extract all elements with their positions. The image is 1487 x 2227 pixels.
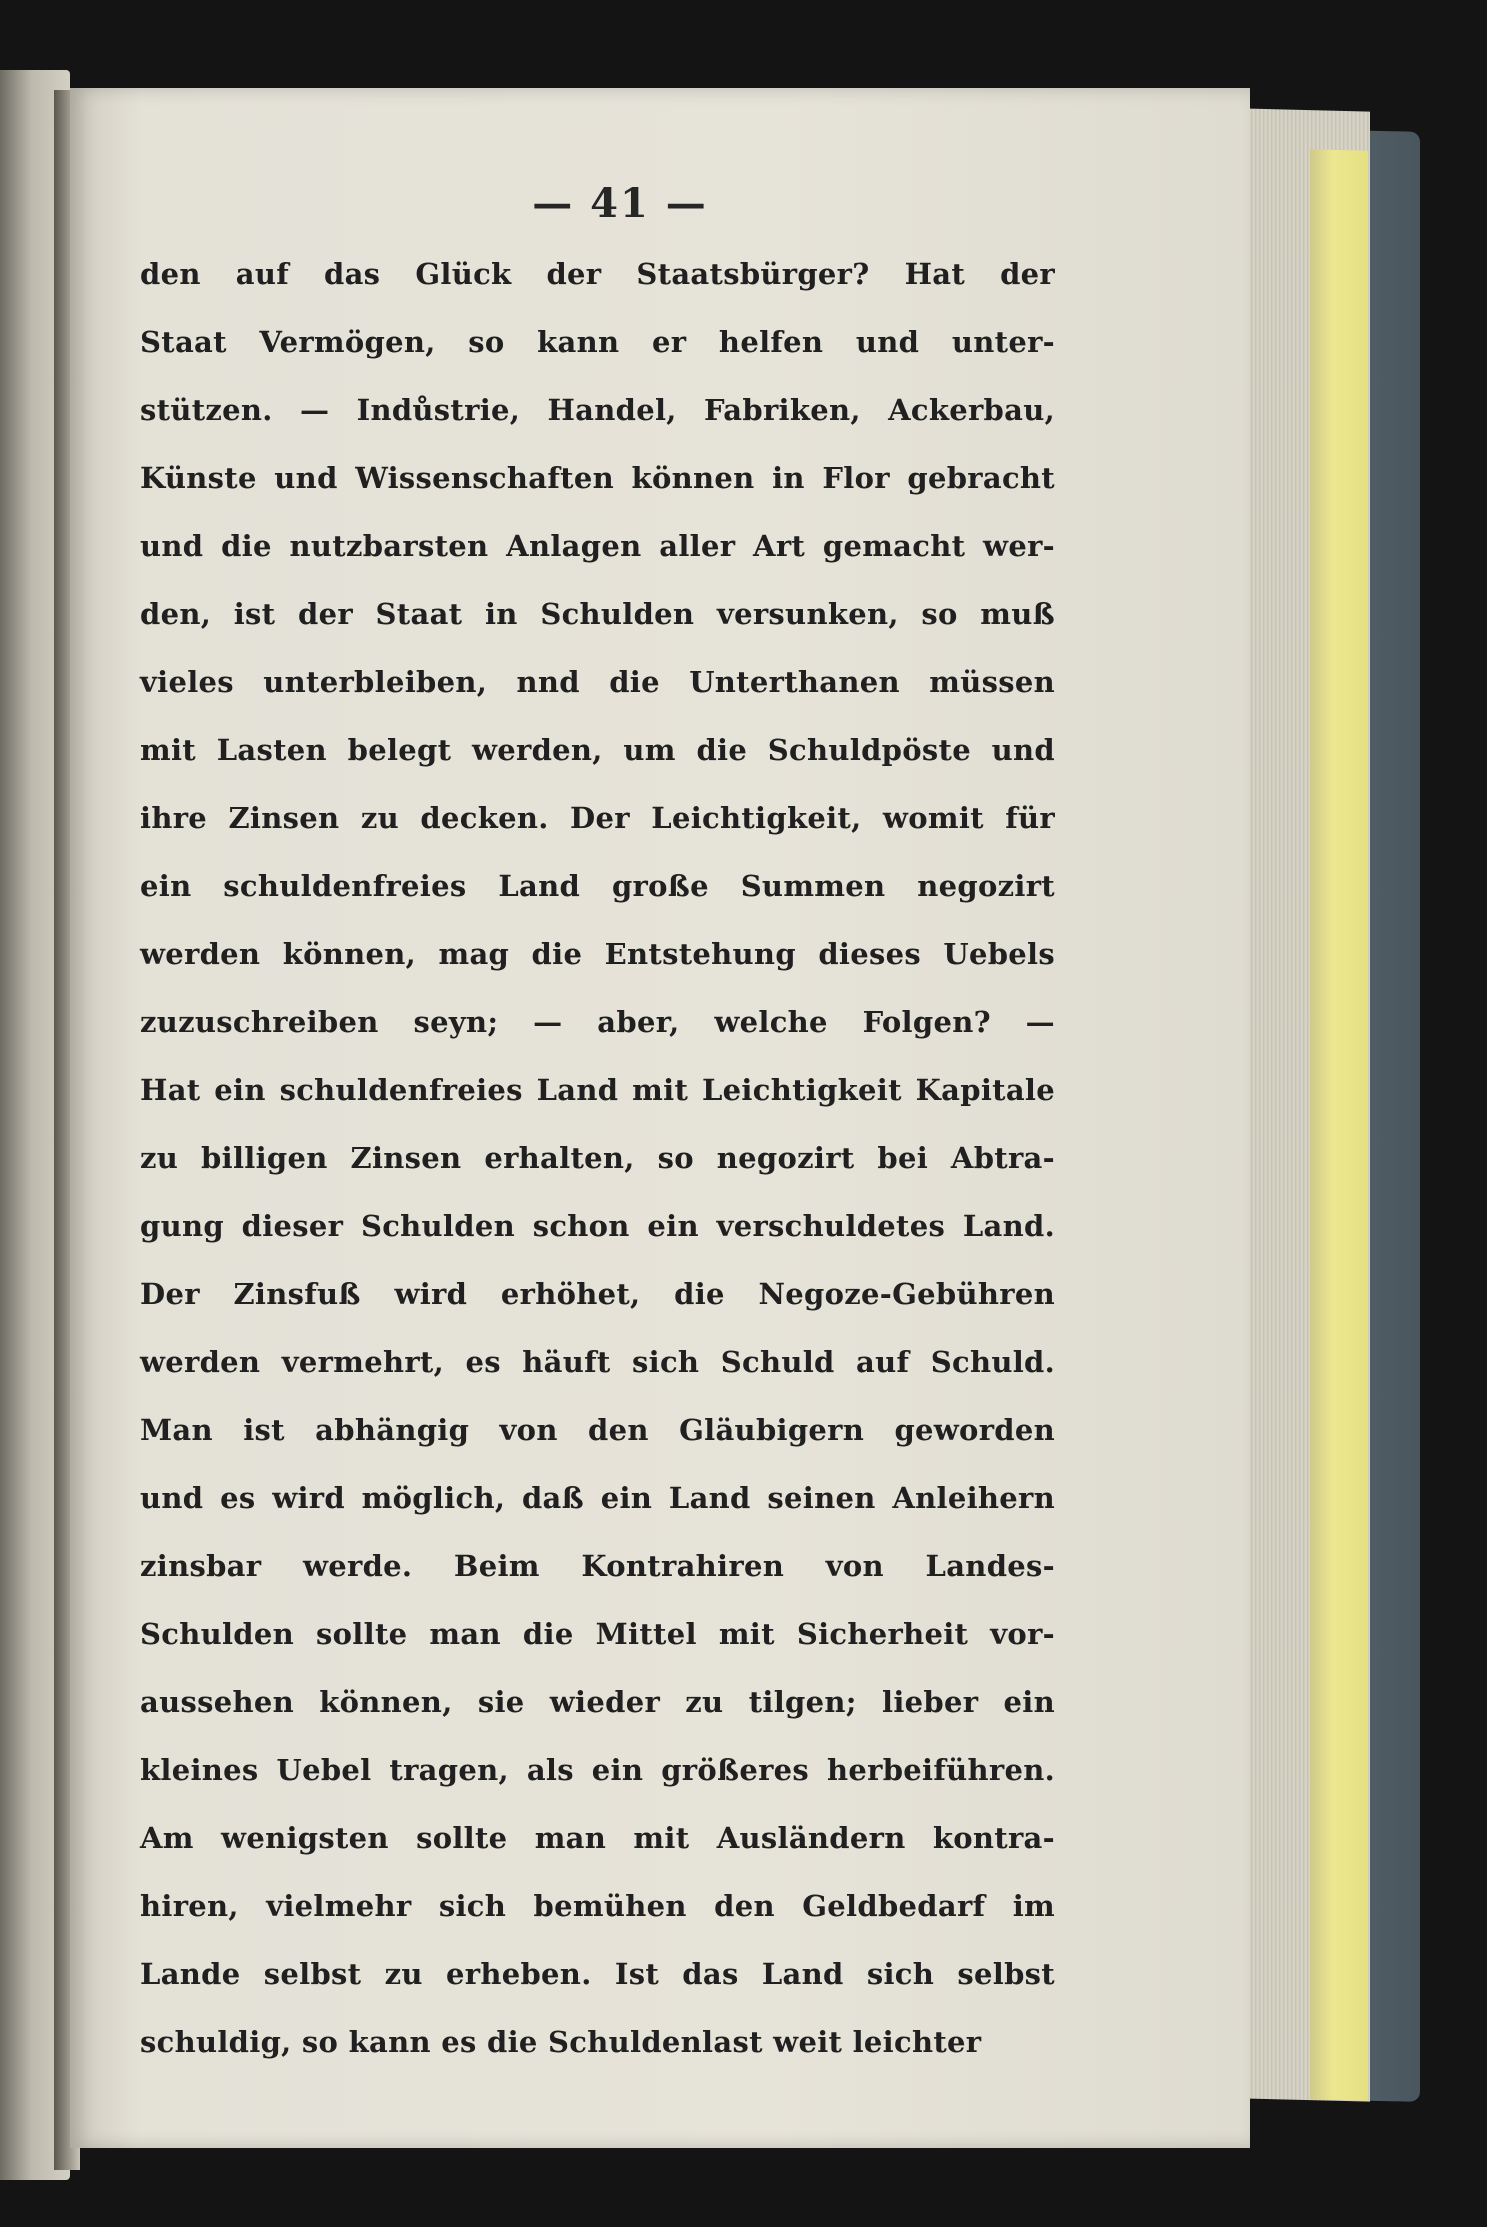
text-line: zu billigen Zinsen erhalten, so negozirt bei Abtra-: [140, 1141, 1055, 1175]
text-line: den auf das Glück der Staatsbürger? Hat der: [140, 257, 1055, 291]
text-line: und die nutzbarsten Anlagen aller Art gemacht wer-: [140, 529, 1055, 563]
text-line: Man ist abhängig von den Gläubigern geworden: [140, 1413, 1055, 1447]
text-line: hiren, vielmehr sich bemühen den Geldbedarf im: [140, 1889, 1055, 1923]
body-text: [140, 240, 1055, 2076]
text-line: vieles unterbleiben, nnd die Unterthanen müssen: [140, 665, 1055, 699]
text-line: Schulden sollte man die Mittel mit Sicherheit vor-: [140, 1617, 1055, 1651]
text-line: Lande selbst zu erheben. Ist das Land sich selbst: [140, 1957, 1055, 1991]
text-line: Künste und Wissenschaften können in Flor gebracht: [140, 461, 1055, 495]
text-line: gung dieser Schulden schon ein verschuldetes Land.: [140, 1209, 1055, 1243]
text-line: aussehen können, sie wieder zu tilgen; lieber ein: [140, 1685, 1055, 1719]
text-line: Der Zinsfuß wird erhöhet, die Negoze-Gebühren: [140, 1277, 1055, 1311]
text-line: Am wenigsten sollte man mit Ausländern kontra-: [140, 1821, 1055, 1855]
text-line: stützen. — Indůstrie, Handel, Fabriken, Ackerbau,: [140, 393, 1055, 427]
text-line: ein schuldenfreies Land große Summen negozirt: [140, 869, 1055, 903]
page-number-header: — 41 —: [532, 180, 708, 227]
text-line: schuldig, so kann es die Schuldenlast weit leichter: [140, 2025, 982, 2059]
text-line: zuzuschreiben seyn; — aber, welche Folgen? —: [140, 1005, 1055, 1039]
text-line: werden können, mag die Entstehung dieses Uebels: [140, 937, 1055, 971]
text-line: zinsbar werde. Beim Kontrahiren von Landes-: [140, 1549, 1055, 1583]
text-line: Hat ein schuldenfreies Land mit Leichtigkeit Kapitale: [140, 1073, 1055, 1107]
text-line: mit Lasten belegt werden, um die Schuldpöste und: [140, 733, 1055, 767]
text-line: den, ist der Staat in Schulden versunken, so muß: [140, 597, 1055, 631]
text-line: und es wird möglich, daß ein Land seinen Anleihern: [140, 1481, 1055, 1515]
colored-page-edge: [1310, 149, 1368, 2100]
text-line: kleines Uebel tragen, als ein größeres herbeiführen.: [140, 1753, 1055, 1787]
text-line: werden vermehrt, es häuft sich Schuld auf Schuld.: [140, 1345, 1055, 1379]
text-line: Staat Vermögen, so kann er helfen und unter-: [140, 325, 1055, 359]
text-line: ihre Zinsen zu decken. Der Leichtigkeit, womit für: [140, 801, 1055, 835]
